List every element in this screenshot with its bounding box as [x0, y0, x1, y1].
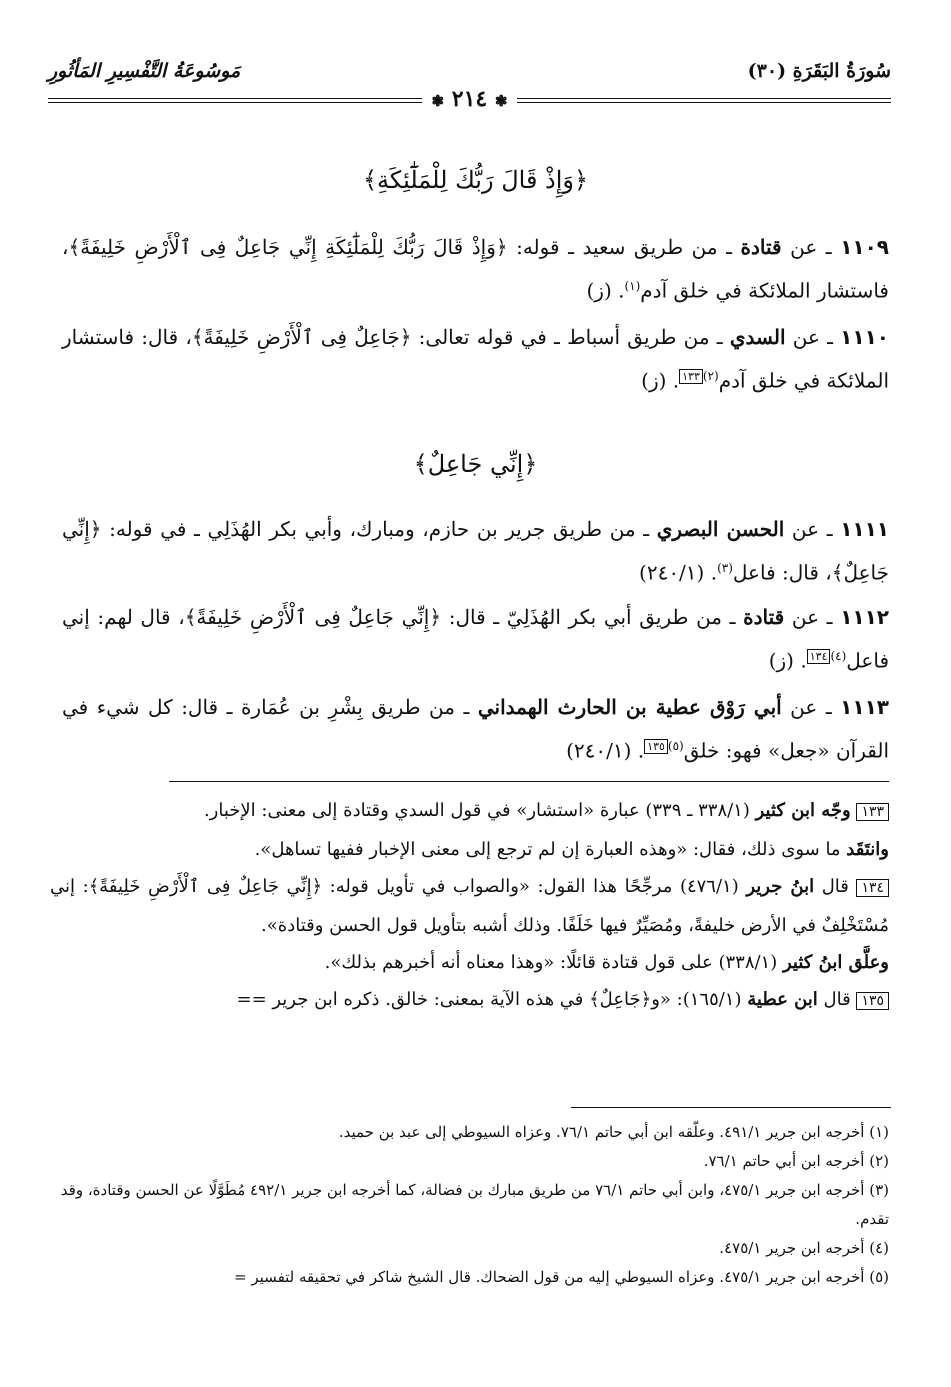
- entry-prefix: ـ عن: [781, 235, 841, 259]
- footnotes: [50, 1118, 889, 1292]
- entry-text: ـ من طريق بِشْرِ بن عُمَارة ـ قال: كل شيء في القرآن «جعل» فهو: خلق: [62, 695, 889, 763]
- note-pre: قال: [814, 876, 857, 897]
- narrator-name: السدي: [729, 325, 786, 349]
- book-title: مَوسُوعَةُ التَّفْسِيرِ المَأثُورِ: [48, 60, 241, 82]
- entry-1113: [62, 688, 889, 771]
- entry-number: ١١١٠: [840, 325, 889, 349]
- entry-tail: . (ز): [768, 648, 807, 673]
- note-author: ابنُ جرير: [746, 876, 815, 897]
- entry-1111: [62, 510, 889, 593]
- footnote-ref: (٥): [667, 739, 684, 753]
- notes-divider: [169, 781, 889, 782]
- entry-tail: . (ز): [641, 368, 680, 393]
- note-text: ما سوى ذلك، فقال: «وهذه العبارة إن لم ترجع إلى معنى الإخبار ففيها تساهل».: [254, 839, 847, 860]
- note-author: وانتَقَد: [846, 839, 889, 860]
- commentary-notes: [50, 792, 889, 1020]
- narrator-name: قتادة: [740, 235, 782, 259]
- entry-prefix: ـ عن: [785, 325, 841, 349]
- page-number: ٢١٤: [451, 86, 488, 112]
- entry-number: ١١٠٩: [840, 235, 890, 259]
- note-text: (٤٧٦/١) مرجِّحًا هذا القول: «والصواب في تأويل قوله: ﴿إِنِّي جَاعِلٌ فِى ٱلْأَرْضِ خَلِيفَةً﴾: إني مُسْتَخْلِفٌ في الأرض خليفةً، ومُصَيِّرٌ فيها خَلَفًا. وذلك أشبه بتأويل قول الحسن وقتادة».: [50, 876, 889, 936]
- narrator-name: أبي رَوْق عطية بن الحارث الهمداني: [477, 695, 782, 719]
- footnote-2: (٢) أخرجه ابن أبي حاتم ٧٦/١.: [703, 1152, 889, 1170]
- narrator-name: قتادة: [743, 605, 785, 629]
- entry-text: ـ من طريق أسباط ـ في قوله تعالى: ﴿جَاعِلٌ فِى ٱلْأَرْضِ خَلِيفَةً﴾، قال: فاستشار الملائكة في خلق آدم: [62, 325, 889, 393]
- footnote-ref: (٤): [830, 649, 847, 663]
- page-header: [48, 58, 891, 112]
- entry-1110: [62, 318, 889, 401]
- note-ref-box: ١٣٤: [807, 649, 831, 664]
- note-author: ابن عطية: [747, 989, 818, 1010]
- narrator-name: الحسن البصري: [656, 517, 785, 541]
- note-number-box: ١٣٣: [856, 803, 889, 821]
- note-pre: قال: [817, 989, 857, 1010]
- ornament-icon: ❃: [494, 92, 508, 110]
- note-134: [50, 868, 889, 944]
- footnote-ref: (٢): [702, 369, 719, 383]
- note-135: [50, 981, 889, 1020]
- note-ref-box: ١٣٥: [644, 739, 668, 754]
- note-133: [50, 792, 889, 831]
- footnote-ref: (١): [624, 279, 641, 293]
- entry-text: ـ من طريق جرير بن حازم، ومبارك، وأبي بكر الهُذَلِي ـ في قوله: ﴿إِنِّي جَاعِلٌ﴾، قال: فاعل: [62, 517, 889, 585]
- entry-tail: . (ز): [586, 278, 625, 303]
- entry-number: ١١١١: [840, 517, 890, 541]
- entry-prefix: ـ عن: [781, 695, 841, 719]
- page-number-block: [422, 86, 518, 112]
- footnote-5: (٥) أخرجه ابن جرير ٤٧٥/١. وعزاه السيوطي إليه من قول الضحاك. قال الشيخ شاكر في تحقيقه لتفسير =: [234, 1268, 889, 1286]
- entry-prefix: ـ عن: [784, 517, 841, 541]
- note-text: (٣٣٨/١ ـ ٣٣٩) عبارة «استشار» في قول السدي وقتادة إلى معنى: الإخبار.: [203, 800, 756, 821]
- footnote-4: (٤) أخرجه ابن جرير ٤٧٥/١.: [719, 1239, 889, 1257]
- note-author: وعلَّق ابنُ كثير: [782, 952, 889, 973]
- note-ref-box: ١٣٣: [679, 369, 703, 384]
- entry-1109: [62, 228, 889, 311]
- note-number-box: ١٣٥: [856, 992, 889, 1010]
- surah-title: سُورَةُ البَقَرَةِ (٣٠): [747, 60, 891, 82]
- note-number-box: ١٣٤: [856, 879, 889, 897]
- entry-text: ـ من طريق سعيد ـ قوله: ﴿وَإِذْ قَالَ رَبُّكَ لِلْمَلَٰٓئِكَةِ إِنِّي جَاعِلٌ فِى ٱلْأَرْضِ خَلِيفَةً﴾، فاستشار الملائكة في خلق آدم: [62, 235, 889, 303]
- note-author: وجّه ابن كثير: [755, 800, 851, 821]
- entry-prefix: ـ عن: [784, 605, 841, 629]
- ornament-icon: ❃: [431, 92, 445, 110]
- verse-heading-2: ﴿إِنِّي جَاعِلٌ﴾: [413, 450, 538, 478]
- entry-number: ١١١٢: [840, 605, 890, 629]
- verse-heading-1: ﴿وَإِذْ قَالَ رَبُّكَ لِلْمَلَٰٓئِكَةِ﴾: [362, 166, 589, 194]
- entry-number: ١١١٣: [840, 695, 889, 719]
- note-133-cont: [50, 831, 889, 868]
- entry-1112: [62, 598, 889, 681]
- note-text: (١٦٥/١): «و﴿جَاعِلٌ﴾ في هذه الآية بمعنى: خالق. ذكره ابن جرير ==: [236, 989, 748, 1010]
- footnotes-divider: [571, 1107, 891, 1108]
- entry-tail: . (٢٤٠/١): [566, 738, 645, 763]
- note-134-cont: [50, 944, 889, 981]
- entry-tail: . (٢٤٠/١): [639, 560, 718, 585]
- entry-text: ـ من طريق أبي بكر الهُذَلِيّ ـ قال: ﴿إِنِّي جَاعِلٌ فِى ٱلْأَرْضِ خَلِيفَةً﴾، قال لهم: إني فاعل: [62, 605, 889, 673]
- footnote-3: (٣) أخرجه ابن جرير ٤٧٥/١، وابن أبي حاتم ٧٦/١ من طريق مبارك بن فضالة، كما أخرجه ابن جرير ٤٩٢/١ مُطَوَّلًا عن الحسن وقتادة، وقد تقدم.: [60, 1181, 889, 1228]
- note-text: (٣٣٨/١) على قول قتادة قائلًا: «وهذا معناه أنه أخبرهم بذلك».: [324, 952, 783, 973]
- footnote-1: (١) أخرجه ابن جرير ٤٩١/١. وعلّقه ابن أبي حاتم ٧٦/١. وعزاه السيوطي إلى عبد بن حميد.: [338, 1123, 889, 1141]
- footnote-ref: (٣): [717, 561, 733, 575]
